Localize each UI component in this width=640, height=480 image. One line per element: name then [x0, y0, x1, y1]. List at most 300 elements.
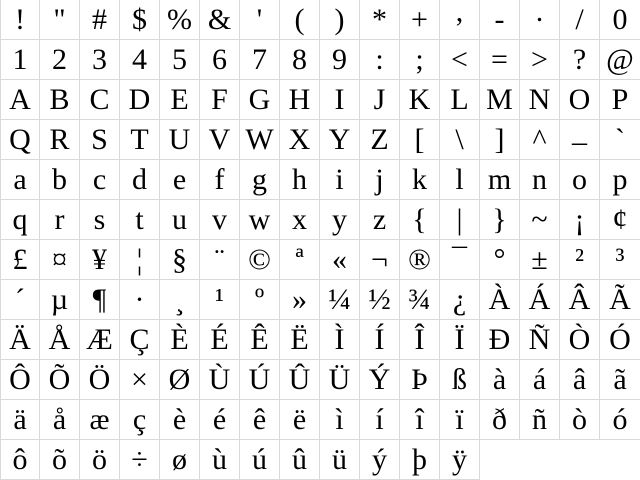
glyph-cell[interactable]	[240, 80, 280, 120]
glyph-cell[interactable]	[560, 80, 600, 120]
glyph-cell[interactable]	[520, 40, 560, 80]
glyph-cell[interactable]	[280, 0, 320, 40]
glyph: H	[288, 82, 311, 116]
glyph-cell[interactable]	[400, 440, 440, 480]
glyph-cell[interactable]	[200, 360, 240, 400]
glyph: x	[292, 202, 307, 236]
glyph-cell[interactable]	[520, 120, 560, 160]
glyph-cell[interactable]	[440, 320, 480, 360]
glyph-cell[interactable]	[120, 200, 160, 240]
glyph-cell[interactable]	[40, 240, 80, 280]
glyph-cell[interactable]	[160, 80, 200, 120]
glyph-cell[interactable]	[240, 280, 280, 320]
glyph-cell[interactable]	[400, 400, 440, 440]
glyph-cell[interactable]	[520, 240, 560, 280]
glyph-cell[interactable]	[160, 280, 200, 320]
glyph: ü	[332, 442, 347, 476]
glyph-cell[interactable]	[400, 320, 440, 360]
glyph-cell[interactable]	[600, 160, 640, 200]
glyph: ñ	[532, 402, 547, 436]
glyph: W	[245, 122, 274, 156]
glyph-cell[interactable]	[280, 400, 320, 440]
glyph-cell[interactable]	[600, 280, 640, 320]
glyph: ¶	[92, 282, 107, 316]
glyph: k	[412, 162, 427, 196]
glyph-cell[interactable]	[400, 120, 440, 160]
glyph-cell[interactable]	[40, 160, 80, 200]
glyph-cell[interactable]	[360, 360, 400, 400]
glyph: d	[132, 162, 147, 196]
glyph-cell[interactable]	[600, 0, 640, 40]
glyph-cell[interactable]	[280, 200, 320, 240]
glyph-cell[interactable]	[360, 160, 400, 200]
glyph: Ç	[129, 322, 150, 356]
glyph: 7	[252, 42, 267, 76]
glyph-cell[interactable]	[40, 0, 80, 40]
glyph-cell[interactable]	[560, 40, 600, 80]
glyph: ³	[615, 242, 625, 276]
glyph: ¼	[328, 282, 351, 316]
glyph: ý	[372, 442, 387, 476]
glyph: 9	[332, 42, 347, 76]
glyph: §	[172, 242, 187, 276]
glyph: &	[207, 2, 232, 36]
glyph-cell[interactable]	[360, 320, 400, 360]
glyph-cell[interactable]	[560, 400, 600, 440]
glyph-cell[interactable]	[280, 40, 320, 80]
glyph-cell[interactable]	[480, 400, 520, 440]
glyph-cell[interactable]	[80, 80, 120, 120]
glyph: ì	[335, 402, 344, 436]
glyph-cell[interactable]	[320, 120, 360, 160]
glyph-cell[interactable]	[160, 320, 200, 360]
glyph-cell[interactable]	[0, 360, 40, 400]
glyph-cell[interactable]	[480, 320, 520, 360]
glyph-cell[interactable]	[40, 320, 80, 360]
glyph-cell[interactable]	[280, 120, 320, 160]
glyph: ¾	[408, 282, 431, 316]
glyph-cell[interactable]	[0, 40, 40, 80]
glyph-cell[interactable]	[80, 200, 120, 240]
glyph: A	[9, 82, 31, 116]
glyph-cell[interactable]	[40, 440, 80, 480]
glyph: C	[89, 82, 110, 116]
glyph: $	[132, 2, 147, 36]
glyph: Ê	[250, 322, 269, 356]
glyph-cell[interactable]	[480, 280, 520, 320]
glyph: ø	[172, 442, 187, 476]
glyph-cell[interactable]	[80, 400, 120, 440]
glyph: `	[615, 122, 625, 156]
glyph-cell[interactable]	[440, 240, 480, 280]
glyph-cell[interactable]	[560, 360, 600, 400]
glyph: !	[15, 2, 25, 36]
glyph: ÿ	[452, 442, 467, 476]
glyph-cell[interactable]	[120, 0, 160, 40]
glyph: â	[572, 362, 587, 396]
glyph-cell[interactable]	[40, 360, 80, 400]
glyph-cell[interactable]	[0, 320, 40, 360]
glyph-cell[interactable]	[240, 400, 280, 440]
glyph-cell[interactable]	[440, 40, 480, 80]
glyph: ¦	[136, 242, 143, 276]
glyph-cell[interactable]	[360, 80, 400, 120]
glyph-cell[interactable]	[560, 160, 600, 200]
glyph: ½	[368, 282, 391, 316]
glyph-cell[interactable]	[600, 200, 640, 240]
glyph-cell[interactable]	[120, 320, 160, 360]
glyph-cell[interactable]	[320, 360, 360, 400]
glyph-cell[interactable]	[600, 40, 640, 80]
glyph-cell[interactable]	[240, 160, 280, 200]
glyph-cell[interactable]	[520, 200, 560, 240]
glyph-cell[interactable]	[40, 400, 80, 440]
glyph-cell[interactable]	[600, 400, 640, 440]
glyph-cell[interactable]	[240, 440, 280, 480]
glyph-cell[interactable]	[400, 160, 440, 200]
glyph-cell[interactable]	[120, 80, 160, 120]
glyph: n	[532, 162, 547, 196]
glyph: e	[172, 162, 187, 196]
glyph-cell[interactable]	[400, 200, 440, 240]
glyph: D	[128, 82, 151, 116]
glyph-cell[interactable]	[440, 120, 480, 160]
glyph: M	[486, 82, 513, 116]
glyph-cell[interactable]	[600, 320, 640, 360]
glyph-cell[interactable]	[320, 160, 360, 200]
glyph: z	[372, 202, 387, 236]
glyph: °	[493, 242, 506, 276]
glyph: ;	[415, 42, 424, 76]
glyph-cell[interactable]	[360, 240, 400, 280]
glyph-cell[interactable]	[160, 120, 200, 160]
glyph-cell[interactable]	[320, 280, 360, 320]
glyph: E	[170, 82, 189, 116]
glyph: Ü	[328, 362, 351, 396]
glyph: ¬	[371, 242, 388, 276]
glyph: ¿	[452, 282, 467, 316]
glyph-cell[interactable]	[160, 440, 200, 480]
glyph: }	[492, 202, 507, 236]
glyph-cell[interactable]	[520, 0, 560, 40]
glyph-cell[interactable]	[280, 280, 320, 320]
glyph-cell[interactable]	[400, 280, 440, 320]
glyph-cell[interactable]	[480, 80, 520, 120]
glyph-cell[interactable]	[40, 200, 80, 240]
glyph: j	[375, 162, 384, 196]
glyph-cell[interactable]	[200, 320, 240, 360]
glyph-cell[interactable]	[280, 240, 320, 280]
glyph-cell[interactable]	[520, 360, 560, 400]
glyph-cell[interactable]	[320, 440, 360, 480]
glyph-cell[interactable]	[320, 240, 360, 280]
glyph: ¡	[574, 202, 585, 236]
glyph-cell[interactable]	[120, 120, 160, 160]
glyph-cell[interactable]	[0, 0, 40, 40]
glyph-cell[interactable]	[80, 240, 120, 280]
glyph: Ã	[609, 282, 631, 316]
glyph: Â	[568, 282, 591, 316]
glyph-cell[interactable]	[520, 400, 560, 440]
glyph-cell[interactable]	[480, 0, 520, 40]
glyph: 8	[292, 42, 307, 76]
glyph-cell[interactable]	[480, 40, 520, 80]
glyph-cell[interactable]	[120, 240, 160, 280]
glyph-cell[interactable]	[480, 120, 520, 160]
glyph: Ï	[454, 322, 465, 356]
glyph-cell[interactable]	[400, 40, 440, 80]
glyph: ö	[92, 442, 107, 476]
glyph-cell[interactable]	[0, 400, 40, 440]
glyph: ê	[252, 402, 267, 436]
glyph-cell[interactable]	[560, 280, 600, 320]
glyph: "	[53, 2, 66, 36]
glyph-cell[interactable]	[120, 400, 160, 440]
glyph-cell[interactable]	[0, 120, 40, 160]
glyph-cell[interactable]	[0, 240, 40, 280]
glyph: Ö	[88, 362, 111, 396]
glyph-cell[interactable]	[80, 280, 120, 320]
glyph-cell[interactable]	[320, 400, 360, 440]
glyph: Æ	[86, 322, 113, 356]
glyph-cell[interactable]	[400, 240, 440, 280]
glyph: ù	[212, 442, 227, 476]
glyph-cell[interactable]	[40, 80, 80, 120]
glyph: å	[52, 402, 67, 436]
glyph-cell[interactable]	[80, 440, 120, 480]
glyph-cell[interactable]	[600, 360, 640, 400]
glyph-cell[interactable]	[0, 200, 40, 240]
glyph-cell[interactable]	[320, 80, 360, 120]
glyph-cell[interactable]	[160, 200, 200, 240]
glyph-cell[interactable]	[0, 80, 40, 120]
glyph-cell[interactable]	[440, 80, 480, 120]
glyph-cell[interactable]	[280, 160, 320, 200]
glyph: X	[288, 122, 311, 156]
glyph: S	[91, 122, 108, 156]
glyph-cell[interactable]	[160, 40, 200, 80]
glyph: /	[575, 2, 584, 36]
glyph-cell[interactable]	[280, 320, 320, 360]
glyph: P	[611, 82, 629, 116]
glyph-cell[interactable]	[480, 200, 520, 240]
glyph-cell[interactable]	[280, 80, 320, 120]
glyph-cell[interactable]	[560, 120, 600, 160]
glyph-cell[interactable]	[240, 40, 280, 80]
glyph-cell[interactable]	[360, 40, 400, 80]
glyph-cell[interactable]	[440, 440, 480, 480]
glyph-cell[interactable]	[320, 200, 360, 240]
glyph-cell[interactable]	[440, 160, 480, 200]
glyph: ¤	[52, 242, 67, 276]
glyph: T	[130, 122, 149, 156]
glyph-cell[interactable]	[120, 160, 160, 200]
glyph-cell[interactable]	[80, 0, 120, 40]
glyph: ¨	[214, 242, 225, 276]
glyph-cell[interactable]	[240, 200, 280, 240]
glyph-cell[interactable]	[120, 280, 160, 320]
glyph: ^	[532, 122, 547, 156]
glyph: £	[12, 242, 28, 276]
glyph: 5	[172, 42, 187, 76]
glyph-cell[interactable]	[400, 80, 440, 120]
glyph: K	[408, 82, 431, 116]
glyph-cell[interactable]	[560, 240, 600, 280]
glyph: Ð	[488, 322, 511, 356]
glyph-cell[interactable]	[240, 240, 280, 280]
glyph: ×	[131, 362, 148, 396]
glyph-cell[interactable]	[360, 440, 400, 480]
glyph-cell[interactable]	[200, 280, 240, 320]
glyph: ]	[494, 122, 505, 156]
glyph-cell[interactable]	[400, 0, 440, 40]
glyph-cell[interactable]	[80, 120, 120, 160]
glyph-cell[interactable]	[120, 360, 160, 400]
glyph: @	[606, 42, 634, 76]
glyph: æ	[89, 402, 110, 436]
glyph: õ	[52, 442, 67, 476]
glyph: ß	[452, 362, 467, 396]
glyph: ?	[572, 42, 587, 76]
glyph-cell[interactable]	[240, 360, 280, 400]
glyph-cell[interactable]	[560, 0, 600, 40]
glyph-cell[interactable]	[360, 120, 400, 160]
glyph: ²	[575, 242, 584, 276]
glyph: þ	[412, 442, 427, 476]
glyph-cell[interactable]	[240, 120, 280, 160]
glyph-cell[interactable]	[200, 0, 240, 40]
glyph-cell[interactable]	[120, 440, 160, 480]
glyph: Y	[328, 122, 351, 156]
glyph-cell[interactable]	[200, 40, 240, 80]
glyph: î	[415, 402, 424, 436]
glyph-cell[interactable]	[40, 120, 80, 160]
glyph: è	[172, 402, 187, 436]
glyph-cell[interactable]	[360, 280, 400, 320]
glyph: '	[256, 2, 263, 36]
glyph-cell[interactable]	[280, 360, 320, 400]
glyph-cell[interactable]	[120, 40, 160, 80]
glyph-cell[interactable]	[80, 160, 120, 200]
glyph-cell[interactable]	[80, 40, 120, 80]
glyph: h	[292, 162, 307, 196]
glyph-cell[interactable]	[360, 200, 400, 240]
glyph: I	[334, 82, 345, 116]
glyph: í	[375, 402, 384, 436]
glyph: ÷	[131, 442, 148, 476]
glyph-cell[interactable]	[440, 280, 480, 320]
glyph-cell[interactable]	[440, 0, 480, 40]
glyph: O	[568, 82, 591, 116]
glyph: «	[332, 242, 347, 276]
glyph: ò	[572, 402, 587, 436]
glyph-cell[interactable]	[360, 0, 400, 40]
glyph: l	[455, 162, 464, 196]
glyph: Q	[9, 122, 31, 156]
glyph-cell[interactable]	[0, 280, 40, 320]
glyph: Ý	[368, 362, 391, 396]
glyph: È	[170, 322, 189, 356]
glyph: Þ	[411, 362, 428, 396]
glyph: ú	[252, 442, 267, 476]
glyph-cell[interactable]	[80, 320, 120, 360]
glyph-cell[interactable]	[520, 280, 560, 320]
glyph: Ø	[168, 362, 191, 396]
glyph-cell[interactable]	[320, 320, 360, 360]
glyph-cell[interactable]	[600, 80, 640, 120]
glyph-cell[interactable]	[520, 80, 560, 120]
glyph-cell[interactable]	[240, 0, 280, 40]
glyph-cell[interactable]	[480, 240, 520, 280]
glyph: N	[528, 82, 551, 116]
glyph-cell[interactable]	[80, 360, 120, 400]
glyph-cell[interactable]	[160, 360, 200, 400]
glyph: É	[210, 322, 229, 356]
glyph: ä	[13, 402, 27, 436]
glyph-cell[interactable]	[600, 240, 640, 280]
glyph-cell[interactable]	[560, 200, 600, 240]
glyph-cell[interactable]	[440, 400, 480, 440]
glyph: Z	[370, 122, 389, 156]
glyph: à	[492, 362, 507, 396]
glyph-cell[interactable]	[600, 120, 640, 160]
glyph-cell[interactable]	[200, 240, 240, 280]
glyph: |	[456, 202, 463, 236]
glyph: ©	[248, 242, 271, 276]
glyph-cell[interactable]	[280, 440, 320, 480]
glyph-cell[interactable]	[440, 200, 480, 240]
glyph-cell[interactable]	[520, 320, 560, 360]
glyph-cell[interactable]	[160, 400, 200, 440]
glyph-cell[interactable]	[40, 280, 80, 320]
glyph: {	[412, 202, 427, 236]
glyph: á	[532, 362, 547, 396]
glyph: [	[414, 122, 425, 156]
glyph-cell[interactable]	[200, 80, 240, 120]
glyph-cell[interactable]	[320, 40, 360, 80]
glyph: i	[335, 162, 344, 196]
glyph-cell[interactable]	[240, 320, 280, 360]
glyph-cell[interactable]	[200, 400, 240, 440]
glyph: G	[248, 82, 271, 116]
glyph: ë	[292, 402, 307, 436]
glyph: \	[455, 122, 464, 156]
glyph-cell[interactable]	[200, 160, 240, 200]
glyph-cell[interactable]	[40, 40, 80, 80]
glyph-cell[interactable]	[560, 320, 600, 360]
glyph-cell[interactable]	[0, 440, 40, 480]
glyph: Ì	[334, 322, 345, 356]
glyph: ¯	[452, 242, 467, 276]
glyph-cell[interactable]	[160, 160, 200, 200]
glyph-cell[interactable]	[520, 160, 560, 200]
glyph-cell[interactable]	[200, 120, 240, 160]
glyph: )	[334, 2, 345, 36]
glyph-cell[interactable]	[480, 360, 520, 400]
glyph-cell[interactable]	[160, 240, 200, 280]
glyph-cell[interactable]	[0, 160, 40, 200]
glyph-cell[interactable]	[360, 400, 400, 440]
glyph-cell[interactable]	[200, 200, 240, 240]
glyph-cell[interactable]	[440, 360, 480, 400]
glyph-cell[interactable]	[160, 0, 200, 40]
glyph: ¥	[92, 242, 107, 276]
glyph: ,	[455, 0, 464, 28]
glyph-cell[interactable]	[200, 440, 240, 480]
glyph-cell[interactable]	[400, 360, 440, 400]
glyph-cell[interactable]	[480, 160, 520, 200]
glyph-cell[interactable]	[320, 0, 360, 40]
